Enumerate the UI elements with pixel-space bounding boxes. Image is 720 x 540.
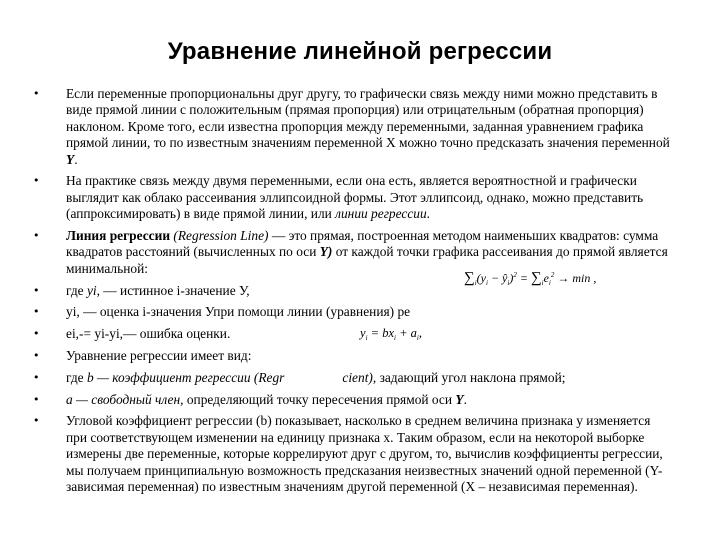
bullet-text-var: Y (455, 391, 464, 407)
list-item (30, 86, 670, 168)
bullet-text: yi, — оценка i-значения Упри помощи линии (уравнения) ре (66, 304, 411, 320)
bullet-icon: • (33, 414, 40, 428)
bullet-icon: • (33, 174, 40, 188)
bullet-text-italic: a — свободный член (66, 391, 181, 407)
sum-symbol: ∑ (464, 270, 475, 286)
axis-var: Y) (319, 244, 333, 260)
bullet-icon: • (33, 327, 40, 341)
formula-part: ) (509, 271, 514, 285)
formula-part: = (516, 271, 531, 285)
regression-formula (360, 326, 422, 345)
bullet-text-var: Y (66, 151, 75, 167)
bullet-text-prefix: где (66, 282, 87, 298)
formula-sub: i (416, 334, 419, 342)
bullet-text-end: . (463, 391, 467, 407)
list-item (30, 304, 670, 320)
bullet-text-end: , задающий угол наклона прямой; (372, 369, 566, 385)
bullet-text: ei,-= yi-yi,— ошибка оценки. (66, 326, 231, 342)
bullet-icon: • (33, 370, 40, 384)
formula-part: + a (395, 326, 417, 340)
list-item (30, 413, 670, 495)
bullet-list (30, 86, 670, 501)
bullet-text: Угловой коэффициент регрессии (b) показывает, насколько в среднем величина признака y изменяется при соответствующем изменении на единицу признака x. Таким образом, если на некоторой выборке измерены две переменные, которые коррелируют друг с другом, то, вычислив коэффициенты регрессии, мы получаем принципиальную возможность предсказания неизвестных значений одной переменной (Y- зависимая переменная) по известным значениям другой переменной (X – независимая переменная). (66, 413, 663, 495)
bullet-text-var: yi (86, 282, 97, 298)
formula-part: − ŷ (487, 271, 508, 285)
bullet-text: Если переменные пропорциональны друг другу, то графически связь между ними можно представить в виде прямой линии с положительным (прямая пропорция) или отрицательным (обратная пропорция) наклоном. Кроме того, если известна пропорция между переменными, заданная уравнением графика прямой линии, то по известным значениям переменной X можно точно предсказать значения переменной (66, 86, 670, 151)
list-item (30, 326, 670, 342)
formula-sup: 2 (513, 271, 517, 279)
formula-part: = bx (367, 326, 394, 340)
list-item (30, 392, 670, 408)
list-item (30, 173, 670, 222)
bullet-text: , определяющий точку пересечения прямой оси (180, 391, 456, 407)
bullet-text-end: от каждой точки графика рассеивания до прямой является минимальной: (66, 244, 668, 276)
bullet-icon: • (33, 305, 40, 319)
bullet-text: , — истинное i-значение У, (96, 282, 250, 298)
bullet-text: На практике связь между двумя переменными, если она есть, является вероятностной и графически выглядит как облако рассеивания эллипсоидной формы. Этот эллипсоид, однако, можно представить (аппроксимировать) в виде прямой линии, или (66, 173, 644, 222)
formula-part: → min , (554, 271, 597, 285)
bullet-text: Уравнение регрессии имеет вид: (66, 348, 252, 364)
formula-sup: 2 (550, 271, 555, 279)
formula-sub: i (394, 334, 396, 342)
bullet-icon: • (33, 349, 40, 363)
bullet-icon: • (33, 392, 40, 406)
formula-sub: i (485, 279, 488, 287)
term-regression-line: Линия регрессии (66, 228, 171, 244)
list-item (30, 348, 670, 364)
least-squares-formula (464, 268, 596, 290)
term-english: (Regression Line) (170, 228, 269, 244)
formula-part: , (418, 326, 422, 340)
bullet-text-prefix: где (66, 369, 87, 385)
bullet-icon: • (33, 87, 40, 100)
slide-title: Уравнение линейной регрессии (167, 38, 553, 65)
sum-symbol: ∑ (530, 270, 542, 286)
formula-sub: i (548, 279, 551, 287)
list-item (30, 370, 670, 386)
formula-part: (y (476, 271, 486, 285)
sum-index: i (474, 279, 477, 287)
bullet-text-end: . (74, 151, 78, 167)
bullet-text: — это прямая, построенная методом наименьших квадратов: сумма квадратов расстояний (вычисленных по оси (66, 228, 659, 260)
formula-sub: i (365, 334, 368, 342)
bullet-icon: • (33, 229, 40, 243)
formula-sub: i (507, 279, 510, 287)
formula-part: e (543, 271, 549, 285)
bullet-text-italic: линии регрессии (335, 206, 427, 222)
bullet-icon: • (33, 283, 40, 297)
sum-index: i (541, 279, 544, 287)
bullet-text-italic-end: cient) (342, 369, 373, 385)
formula-part: y (360, 326, 366, 340)
bullet-text-end: . (426, 206, 431, 222)
bullet-text-italic: b — коэффициент регрессии (Regr (86, 369, 285, 385)
